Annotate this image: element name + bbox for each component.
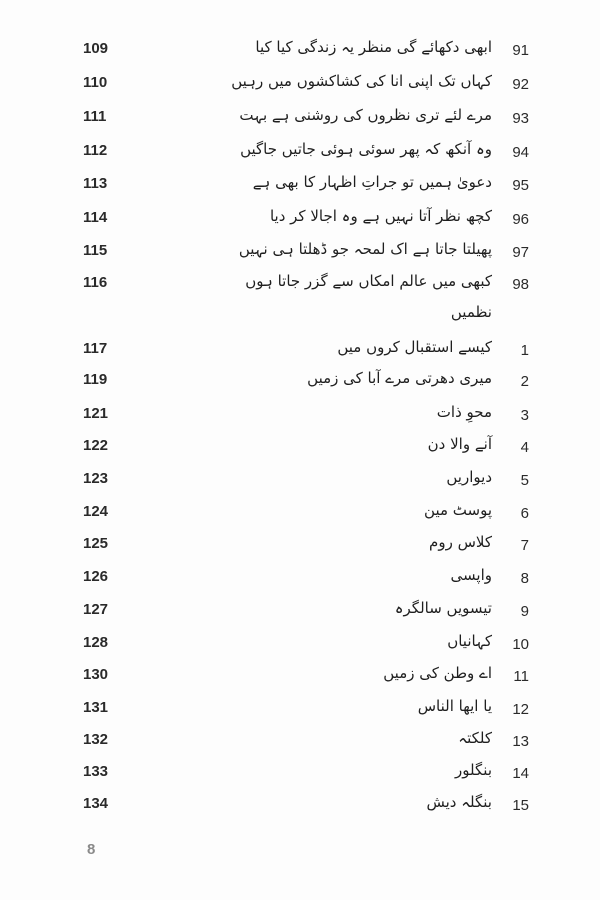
toc-entry <box>0 793 600 823</box>
page-number: 124 <box>83 503 109 520</box>
entry-number: 11 <box>513 668 529 685</box>
page-number: 116 <box>83 274 108 291</box>
toc-entry <box>0 207 600 237</box>
page-number: 112 <box>83 142 108 159</box>
entry-title: کلکتہ <box>458 729 492 747</box>
page-number: 128 <box>83 634 109 651</box>
page-number: 117 <box>83 340 108 357</box>
toc-entry <box>0 435 600 465</box>
toc-entry <box>0 501 600 531</box>
entry-number: 14 <box>512 765 529 782</box>
entry-number: 5 <box>520 472 529 489</box>
entry-title: میری دھرتی مرے آبا کی زمیں <box>307 369 492 387</box>
page-number: 134 <box>83 795 109 812</box>
section-heading-nazms: نظمیں <box>450 303 492 321</box>
entry-title: بنگلہ دیش <box>426 793 492 811</box>
page-number: 119 <box>83 371 108 388</box>
page-number: 110 <box>83 74 108 91</box>
toc-entry <box>0 599 600 629</box>
toc-entry <box>0 173 600 203</box>
entry-title: کلاس روم <box>429 533 492 551</box>
page-number: 114 <box>83 209 108 226</box>
page-number: 121 <box>83 405 109 422</box>
toc-entry <box>0 140 600 170</box>
entry-title: کبھی میں عالم امکاں سے گزر جاتا ہوں <box>245 272 492 290</box>
entry-number: 13 <box>512 733 529 750</box>
entry-number: 15 <box>512 797 529 814</box>
entry-number: 1 <box>520 342 529 359</box>
toc-entry <box>0 533 600 563</box>
toc-entry <box>0 761 600 791</box>
entry-title: بنگلور <box>455 761 492 779</box>
entry-number: 3 <box>520 407 529 424</box>
toc-entry <box>0 468 600 498</box>
toc-entry <box>0 729 600 759</box>
entry-title: کہانیاں <box>447 632 492 650</box>
entry-title: پوسٹ مین <box>424 501 492 519</box>
entry-title: ابھی دکھائے گی منظر یہ زندگی کیا کیا <box>255 38 492 56</box>
toc-entry <box>0 566 600 596</box>
toc-entry <box>0 72 600 102</box>
entry-title: کہاں تک اپنی انا کی کشاکشوں میں رہیں <box>231 72 492 90</box>
page-number: 133 <box>83 763 109 780</box>
entry-title: دعویٰ ہمیں تو جراتِ اظہار کا بھی ہے <box>252 173 492 191</box>
toc-entry <box>0 664 600 694</box>
page-number: 132 <box>83 731 109 748</box>
entry-title: یا ایھا الناس <box>417 697 492 715</box>
entry-number: 93 <box>512 110 529 127</box>
page-number: 131 <box>83 699 109 716</box>
entry-title: مرے لئے تری نظروں کی روشنی ہے بہت <box>239 106 492 124</box>
page-number: 115 <box>83 242 108 259</box>
page-number: 122 <box>83 437 109 454</box>
toc-entry <box>0 272 600 302</box>
page-number: 125 <box>83 535 109 552</box>
entry-title: واپسی <box>450 566 492 584</box>
entry-number: 95 <box>512 177 529 194</box>
entry-number: 96 <box>512 211 529 228</box>
entry-title: کیسے استقبال کروں میں <box>337 338 492 356</box>
page-number: 113 <box>83 175 108 192</box>
page-number: 127 <box>83 601 109 618</box>
entry-title: دیواریں <box>446 468 492 486</box>
page-number: 126 <box>83 568 109 585</box>
entry-title: محوِ ذات <box>436 403 492 421</box>
entry-title: کچھ نظر آتا نہیں ہے وہ اجالا کر دیا <box>269 207 492 225</box>
entry-number: 12 <box>512 701 529 718</box>
page-number: 109 <box>83 40 109 57</box>
entry-number: 2 <box>520 373 529 390</box>
toc-entry <box>0 632 600 662</box>
entry-number: 94 <box>512 144 529 161</box>
page-number: 130 <box>83 666 109 683</box>
entry-number: 10 <box>512 636 529 653</box>
entry-title: اے وطن کی زمیں <box>383 664 492 682</box>
entry-title: آنے والا دن <box>427 435 492 453</box>
entry-number: 91 <box>512 42 529 59</box>
entry-number: 8 <box>520 570 529 587</box>
entry-number: 98 <box>512 276 529 293</box>
toc-entry <box>0 106 600 136</box>
toc-entry <box>0 338 600 368</box>
entry-number: 4 <box>520 439 529 456</box>
toc-entry <box>0 697 600 727</box>
toc-entry <box>0 369 600 399</box>
toc-entry <box>0 403 600 433</box>
entry-number: 6 <box>520 505 529 522</box>
entry-number: 92 <box>512 76 529 93</box>
toc-entry <box>0 240 600 270</box>
toc-entry <box>0 38 600 68</box>
entry-number: 9 <box>520 603 529 620</box>
entry-title: تیسویں سالگرہ <box>394 599 492 617</box>
entry-number: 97 <box>512 244 529 261</box>
page-folio: 8 <box>87 841 96 858</box>
entry-number: 7 <box>520 537 529 554</box>
entry-title: پھیلتا جاتا ہے اک لمحہ جو ڈھلتا ہی نہیں <box>238 240 492 258</box>
page-number: 111 <box>83 108 107 125</box>
page-number: 123 <box>83 470 109 487</box>
entry-title: وہ آنکھ کہ پھر سوئی ہوئی جاتیں جاگیں <box>240 140 492 158</box>
